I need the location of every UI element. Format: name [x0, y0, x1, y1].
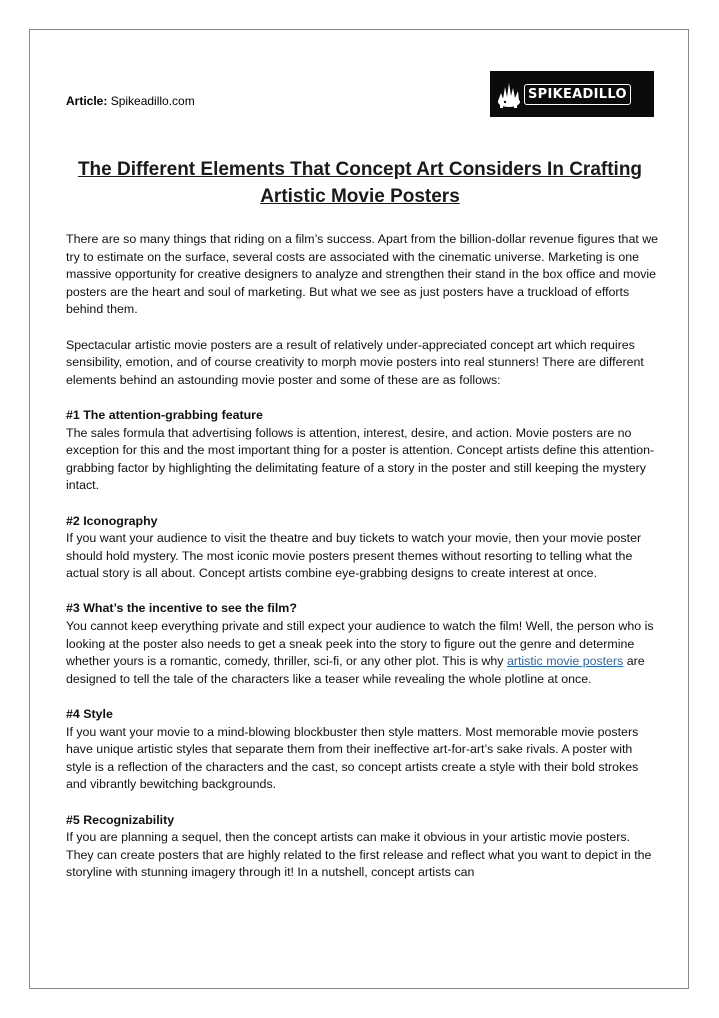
section-2-heading: #2 Iconography [66, 513, 158, 528]
document-page [29, 29, 689, 989]
section-4 [66, 706, 660, 794]
armadillo-logo-icon [496, 79, 522, 109]
section-1-heading: #1 The attention-grabbing feature [66, 407, 263, 422]
section-2-text: If you want your audience to visit the theatre and buy tickets to watch your movie, then your movie poster should hold mystery. The most iconic movie posters present themes without resorting to telling what the actual story is all about. Concept artists combine eye-grabbing designs to create interest at once. [66, 531, 642, 581]
logo-wordmark: SPIKEADILLO [524, 84, 631, 105]
section-5-heading: #5 Recognizability [66, 812, 175, 827]
section-3 [66, 600, 660, 688]
article-body [66, 231, 660, 900]
section-1 [66, 407, 660, 495]
article-source-line [66, 93, 195, 109]
section-1-text: The sales formula that advertising follows is attention, interest, desire, and action. Movie posters are no exception for this and the most important thing for a poster is attention. Concept artists define this attention-grabbing factor by highlighting the delimitating feature of a story in the poster and still keeping the mystery intact. [66, 425, 655, 493]
artistic-movie-posters-link[interactable]: artistic movie posters [506, 654, 624, 669]
article-title: The Different Elements That Concept Art Considers In Crafting Artistic Movie Posters [77, 159, 643, 207]
article-source: Spikeadillo.com [110, 94, 195, 108]
spikeadillo-logo [490, 71, 654, 117]
section-4-heading: #4 Style [66, 707, 113, 722]
section-5-text: If you are planning a sequel, then the concept artists can make it obvious in your artistic movie posters. They can create posters that are highly related to the first release and reflect what you want to depict in the storyline with stunning imagery through it! In a nutshell, concept artists can [66, 830, 652, 880]
article-label: Article: [66, 94, 108, 108]
intro-paragraph-1: There are so many things that riding on a film’s success. Apart from the billion-dollar revenue figures that we try to estimate on the surface, several costs are associated with the cinematic universe. Marketing is one massive opportunity for creative designers to analyze and strengthen their stand in the box office and movie posters are the heart and soul of marketing. But what we see as just posters have a truckload of efforts behind them. [66, 232, 659, 317]
section-5 [66, 812, 660, 882]
section-3-text-before: You cannot keep everything private and still expect your audience to watch the film! Well, the person who is looking at the poster also needs to get a sneak peek into the story to figure out the genre and determine whether yours is a romantic, comedy, thriller, sci-fi, or any other plot. This is why [66, 619, 654, 669]
section-3-text-after: are designed to tell the tale of the characters like a teaser while revealing the whole plotline at once. [66, 654, 645, 686]
section-2 [66, 513, 660, 583]
intro-paragraph-2: Spectacular artistic movie posters are a result of relatively under-appreciated concept art which requires sensibility, emotion, and of course creativity to morph movie posters into real stunners! There are different elements behind an astounding movie poster and some of these are as follows: [66, 337, 644, 387]
section-4-text: If you want your movie to a mind-blowing blockbuster then style matters. Most memorable movie posters have unique artistic styles that separate them from their ineffective art-for-art’s sake rivals. A poster with style is a reflection of the characters and the cast, so concept artists create a style with their bold strokes and vibrantly bewitching backgrounds. [66, 724, 639, 792]
section-3-heading: #3 What’s the incentive to see the film? [66, 601, 297, 616]
